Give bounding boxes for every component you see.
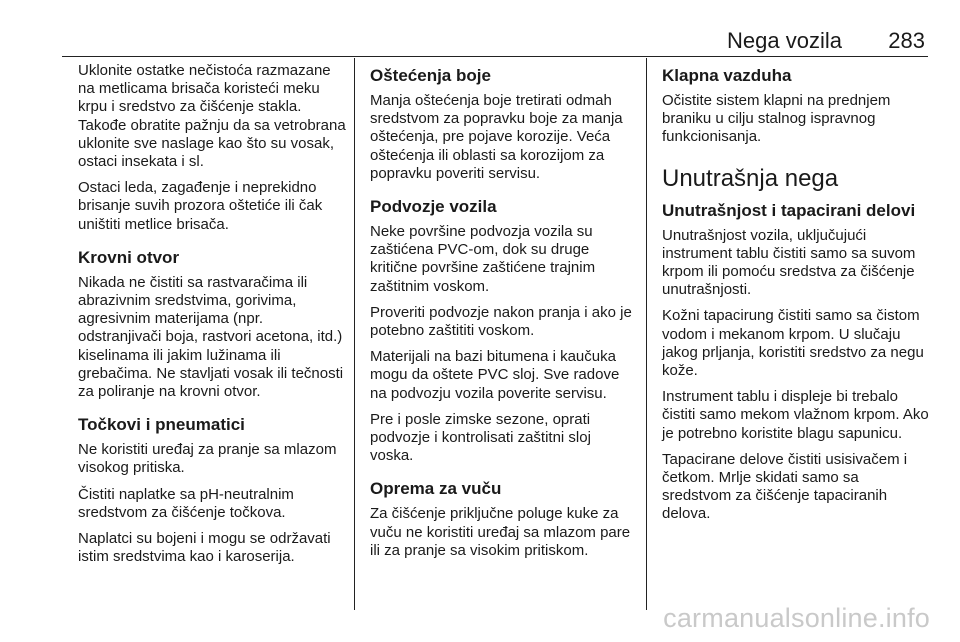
section-heading-upholstery: Unutrašnjost i tapacirani delovi [662,200,916,220]
column-3 [662,62,932,532]
paragraph: Čistiti naplatke sa pH-neutralnim sredstvom za čišćenje točkova. [78,485,294,521]
paragraph: Kožni tapacirung čistiti samo sa čistom vodom i mekanom krpom. U slučaju jakog prljanja, koristiti sredstvo za negu kože. [662,307,924,380]
watermark: carmanualsonline.info [663,603,930,633]
section-heading-roof: Krovni otvor [78,247,180,267]
paragraph: Manja oštećenja boje tretirati odmah sredstvom za popravku boje za manja oštećenja, pre pojave korozije. Veća oštećenja ili oblasti sa korozijom za popravku poveriti servisu. [370,92,623,182]
paragraph: Za čišćenje priključne poluge kuke za vuču ne koristiti uređaj sa mlazom pare ili za pranje sa visokim pritiskom. [370,505,631,559]
page-number: 283 [888,28,925,53]
paragraph: Nikada ne čistiti sa rastvaračima ili abrazivnim sredstvima, gorivima, agresivnim materijama (npr. odstranjivači boja, rastvori acetona, itd.) kiselinama ili jakim lužinama ili grebačima. Ne stavljati vosak ili tečnosti za poliranje na krovni otvor. [78,273,344,401]
paragraph: Uklonite ostatke nečistoća razmazane na metlicama brisača koristeći meku krpu i sredstvo za čišćenje stakla. Takođe obratite pažnju da sa vetrobrana uklonite sve naslage kao što su vosak, ostaci insekata i sl. [78,62,346,171]
column-divider-2 [646,58,647,610]
column-divider-1 [354,58,355,610]
section-heading-paint: Oštećenja boje [370,66,491,85]
column-1 [78,62,346,574]
section-heading-wheels: Točkovi i pneumatici [78,415,245,435]
column-2 [370,62,638,568]
section-heading-flaps: Klapna vazduha [662,66,792,85]
paragraph: Proveriti podvozje nakon pranja i ako je potebno zaštititi voskom. [370,303,632,340]
paragraph: Pre i posle zimske sezone, oprati podvozje i kontrolisati zaštitni sloj voska. [370,410,591,465]
paragraph: Ne koristiti uređaj za pranje sa mlazom visokog pritiska. [78,441,337,477]
section-heading-underbody: Podvozje vozila [370,197,497,217]
paragraph: Očistite sistem klapni na prednjem braniku u cilju stalnog ispravnog funkcionisanja. [662,92,891,146]
paragraph: Instrument tablu i displeje bi trebalo čistiti samo mekom vlažnom krpom. Ako je potrebno koristite blagu sapunicu. [662,388,929,442]
paragraph: Tapacirane delove čistiti usisivačem i četkom. Mrlje skidati samo sa sredstvom za čišćenje tapaciranih delova. [662,450,908,523]
chapter-heading-interior-care: Unutrašnja nega [662,164,839,192]
paragraph: Unutrašnjost vozila, uključujući instrument tablu čistiti samo sa suvom krpom ili pomoću sredstva za čišćenje unutrašnjosti. [662,226,916,299]
paragraph: Naplatci su bojeni i mogu se održavati istim sredstvima kao i karoserija. [78,530,331,566]
paragraph: Ostaci leda, zagađenje i neprekidno brisanje suvih prozora oštetiće ili čak uništiti metlice brisača. [78,179,323,233]
page-title: Nega vozila [727,28,842,53]
header-divider [62,56,928,57]
section-heading-towing: Oprema za vuču [370,479,502,499]
paragraph: Neke površine podvozja vozila su zaštićena PVC-om, dok su druge kritične površine zaštićene trajnim zaštitnim voskom. [370,223,596,295]
paragraph: Materijali na bazi bitumena i kaučuka mogu da oštete PVC sloj. Sve radove na podvozju vozila poverite servisu. [370,348,620,402]
